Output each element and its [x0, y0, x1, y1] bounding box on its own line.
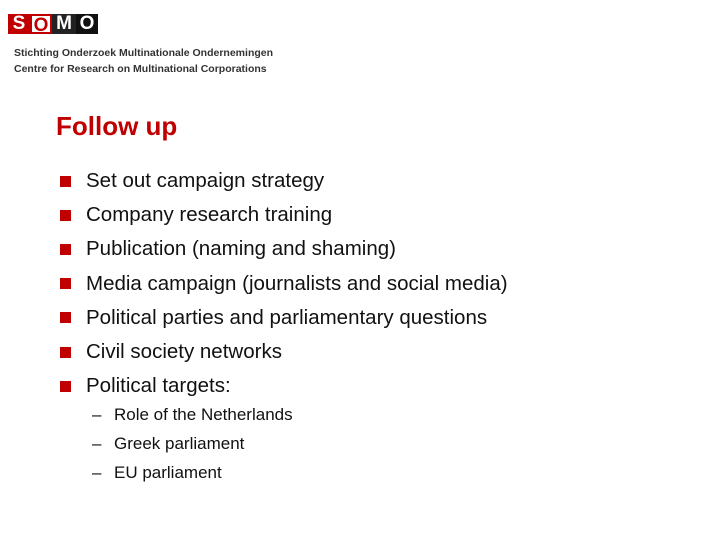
sub-bullet-text: EU parliament	[114, 462, 222, 482]
org-name-english: Centre for Research on Multinational Corporations	[14, 63, 267, 75]
sub-bullet-item	[92, 429, 293, 458]
sub-bullet-list	[92, 400, 293, 487]
sub-bullet-text: Greek parliament	[114, 433, 245, 453]
sub-bullet-text: Role of the Netherlands	[114, 404, 293, 424]
logo-letter-s: S	[8, 14, 30, 34]
bullet-text: Civil society networks	[86, 340, 282, 364]
org-name-dutch: Stichting Onderzoek Multinationale Ondernemingen	[14, 47, 274, 59]
bullet-text: Political parties and parliamentary questions	[86, 305, 488, 329]
dash-bullet-icon: –	[92, 404, 102, 424]
bullet-item	[58, 232, 508, 266]
bullet-item	[58, 335, 508, 369]
logo-letter-o2: O	[76, 14, 98, 34]
sub-bullet-item	[92, 458, 293, 487]
square-bullet-icon	[60, 381, 71, 392]
bullet-text: Set out campaign strategy	[86, 169, 325, 193]
square-bullet-icon	[60, 278, 71, 289]
dash-bullet-icon: –	[92, 462, 102, 482]
square-bullet-icon	[60, 210, 71, 221]
bullet-item	[58, 301, 508, 335]
dash-bullet-icon: –	[92, 433, 102, 453]
logo-letter-m: M	[52, 14, 76, 34]
bullet-text: Publication (naming and shaming)	[86, 237, 396, 261]
slide-title: Follow up	[56, 111, 178, 141]
bullet-item	[58, 267, 508, 301]
square-bullet-icon	[60, 176, 71, 187]
bullet-text: Company research training	[86, 203, 333, 227]
somo-logo	[8, 14, 98, 34]
bullet-text: Media campaign (journalists and social media)	[86, 271, 508, 295]
sub-bullet-item	[92, 400, 293, 429]
bullet-item	[58, 164, 508, 198]
square-bullet-icon	[60, 312, 71, 323]
bullet-item	[58, 198, 508, 232]
bullet-text: Political targets:	[86, 374, 231, 398]
logo-letter-o: O	[30, 14, 52, 34]
square-bullet-icon	[60, 244, 71, 255]
square-bullet-icon	[60, 347, 71, 358]
bullet-item	[58, 369, 508, 403]
bullet-list	[58, 164, 508, 403]
